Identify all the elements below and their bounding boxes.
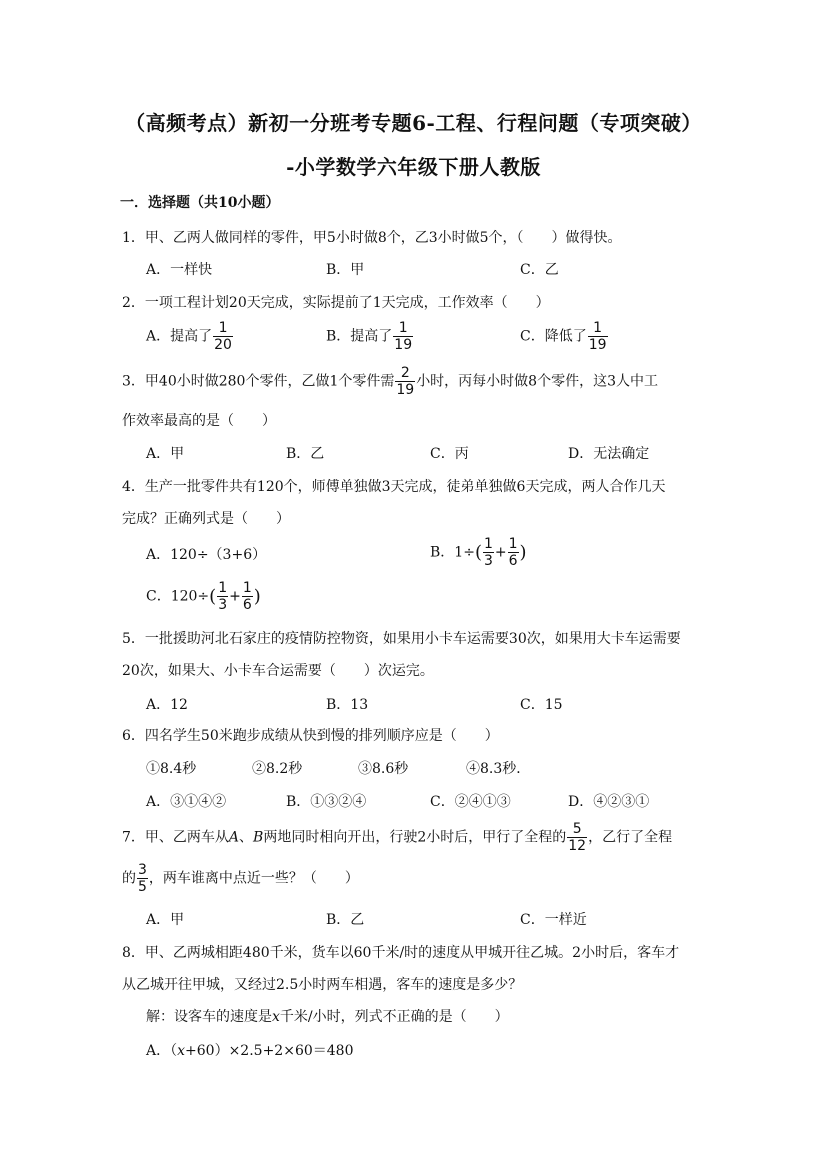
question-4-stem: 4．生产一批零件共有120个，师傅单独做3天完成，徒弟单独做6天完成，两人合作几天 bbox=[122, 479, 666, 495]
question-4-option-a: A．120÷（3+6） bbox=[146, 547, 267, 563]
fraction: $\frac{3}{5}$ bbox=[138, 862, 147, 895]
question-5-option-b: B．13 bbox=[326, 697, 369, 713]
question-5-stem-continued: 20次，如果大、小卡车合运需要（ ）次运完。 bbox=[122, 663, 434, 679]
fraction: $\frac{1}{6}$ bbox=[242, 580, 252, 613]
stem-text: 解：设客车的速度是 bbox=[146, 1009, 272, 1025]
question-6-stem: 6．四名学生50米跑步成绩从快到慢的排列顺序应是（ ） bbox=[122, 728, 499, 744]
variable: x bbox=[177, 1043, 186, 1059]
question-2-option-b bbox=[326, 320, 414, 353]
option-label: C．降低了 bbox=[520, 328, 587, 345]
question-7-option-b: B．乙 bbox=[326, 912, 365, 928]
question-7-option-a: A．甲 bbox=[146, 912, 185, 928]
option-label: A．（ bbox=[146, 1043, 178, 1059]
question-5-option-a: A．12 bbox=[146, 697, 188, 713]
question-3-stem-continued: 作效率最高的是（ ） bbox=[122, 413, 276, 429]
stem-text: 小时，丙每小时做8个零件，这3人中工 bbox=[416, 373, 659, 390]
stem-text: ，乙行了全程 bbox=[588, 829, 673, 846]
fraction: $\frac{1}{6}$ bbox=[508, 536, 518, 569]
stem-text: 3．甲40小时做280个零件，乙做1个零件需 bbox=[122, 373, 395, 390]
question-1-option-c: C．乙 bbox=[520, 262, 559, 278]
question-6-score-2: ②8.2秒 bbox=[252, 761, 303, 777]
question-7-stem bbox=[122, 821, 672, 854]
question-8-stem: 8．甲、乙两城相距480千米，货车以60千米/时的速度从甲城开往乙城。2小时后，客车才 bbox=[122, 945, 680, 961]
fraction: $\frac{1}{19}$ bbox=[588, 320, 607, 353]
fraction: $\frac{2}{19}$ bbox=[396, 365, 415, 398]
question-7-option-c: C．一样近 bbox=[520, 912, 587, 928]
question-4-stem-continued: 完成？正确列式是（ ） bbox=[122, 511, 290, 527]
option-label: A．提高了 bbox=[146, 328, 213, 345]
page-title-line-1: （高频考点）新初一分班考专题6-工程、行程问题（专项突破） bbox=[125, 111, 702, 135]
question-1-option-b: B．甲 bbox=[326, 262, 365, 278]
fraction: $\frac{1}{20}$ bbox=[214, 320, 232, 353]
question-8-option-a bbox=[146, 1040, 353, 1060]
stem-text: ，两车谁离中点近一些？（ ） bbox=[148, 870, 359, 887]
question-2-option-a bbox=[146, 320, 234, 353]
question-3-option-d: D．无法确定 bbox=[568, 446, 650, 462]
question-2-option-c bbox=[520, 320, 609, 353]
option-label: B．1÷ bbox=[430, 544, 475, 561]
fraction: $\frac{1}{3}$ bbox=[218, 580, 228, 613]
variable: A bbox=[228, 829, 240, 846]
question-6-option-b: B．①③②④ bbox=[286, 794, 367, 810]
fraction: $\frac{1}{3}$ bbox=[483, 536, 493, 569]
question-3-option-c: C．丙 bbox=[430, 446, 469, 462]
stem-text: 7．甲、乙两车从 bbox=[122, 829, 229, 846]
option-label: C．120÷ bbox=[146, 588, 210, 605]
question-6-option-a: A．③①④② bbox=[146, 794, 227, 810]
section-heading: 一．选择题（共10小题） bbox=[120, 195, 280, 211]
question-4-option-c: C．120÷( $\frac{1}{3}$ + $\frac{1}{6}$ ) bbox=[146, 580, 261, 613]
question-5-stem: 5．一批援助河北石家庄的疫情防控物资，如果用小卡车运需要30次，如果用大卡车运需要 bbox=[122, 631, 681, 647]
question-5-option-c: C．15 bbox=[520, 697, 563, 713]
question-8-solution-setup bbox=[146, 1006, 509, 1026]
question-1-option-a: A．一样快 bbox=[146, 262, 213, 278]
stem-text: 千米/小时，列式不正确的是（ ） bbox=[279, 1009, 509, 1025]
question-6-option-c: C．②④①③ bbox=[430, 794, 511, 810]
page-title-line-2: -小学数学六年级下册人教版 bbox=[286, 155, 541, 179]
question-6-score-1: ①8.4秒 bbox=[146, 761, 197, 777]
option-label: B．提高了 bbox=[326, 328, 393, 345]
question-1-stem: 1．甲、乙两人做同样的零件，甲5小时做8个，乙3小时做5个，（ ）做得快。 bbox=[122, 230, 622, 246]
question-8-stem-continued: 从乙城开往甲城，又经过2.5小时两车相遇，客车的速度是多少？ bbox=[122, 977, 523, 993]
question-6-score-3: ③8.6秒 bbox=[358, 761, 409, 777]
question-7-stem-continued bbox=[122, 862, 359, 895]
fraction: $\frac{5}{12}$ bbox=[568, 821, 587, 854]
question-2-stem: 2．一项工程计划20天完成，实际提前了1天完成，工作效率（ ） bbox=[122, 295, 550, 311]
variable: x bbox=[272, 1009, 280, 1025]
stem-text: 两地同时相向开出，行驶2小时后，甲行了全程的 bbox=[263, 829, 567, 846]
question-4-option-b: B．1÷( $\frac{1}{3}$ + $\frac{1}{6}$ ) bbox=[430, 536, 527, 569]
fraction: $\frac{1}{19}$ bbox=[394, 320, 413, 353]
question-3-stem bbox=[122, 365, 658, 398]
option-text: +60）×2.5+2×60＝480 bbox=[185, 1043, 354, 1059]
question-6-score-4: ④8.3秒． bbox=[466, 761, 531, 777]
stem-text: 的 bbox=[122, 870, 136, 887]
question-6-option-d: D．④②③① bbox=[568, 794, 650, 810]
question-3-option-a: A．甲 bbox=[146, 446, 185, 462]
variable: B bbox=[253, 829, 264, 846]
stem-text: 、 bbox=[239, 829, 254, 846]
question-3-option-b: B．乙 bbox=[286, 446, 325, 462]
